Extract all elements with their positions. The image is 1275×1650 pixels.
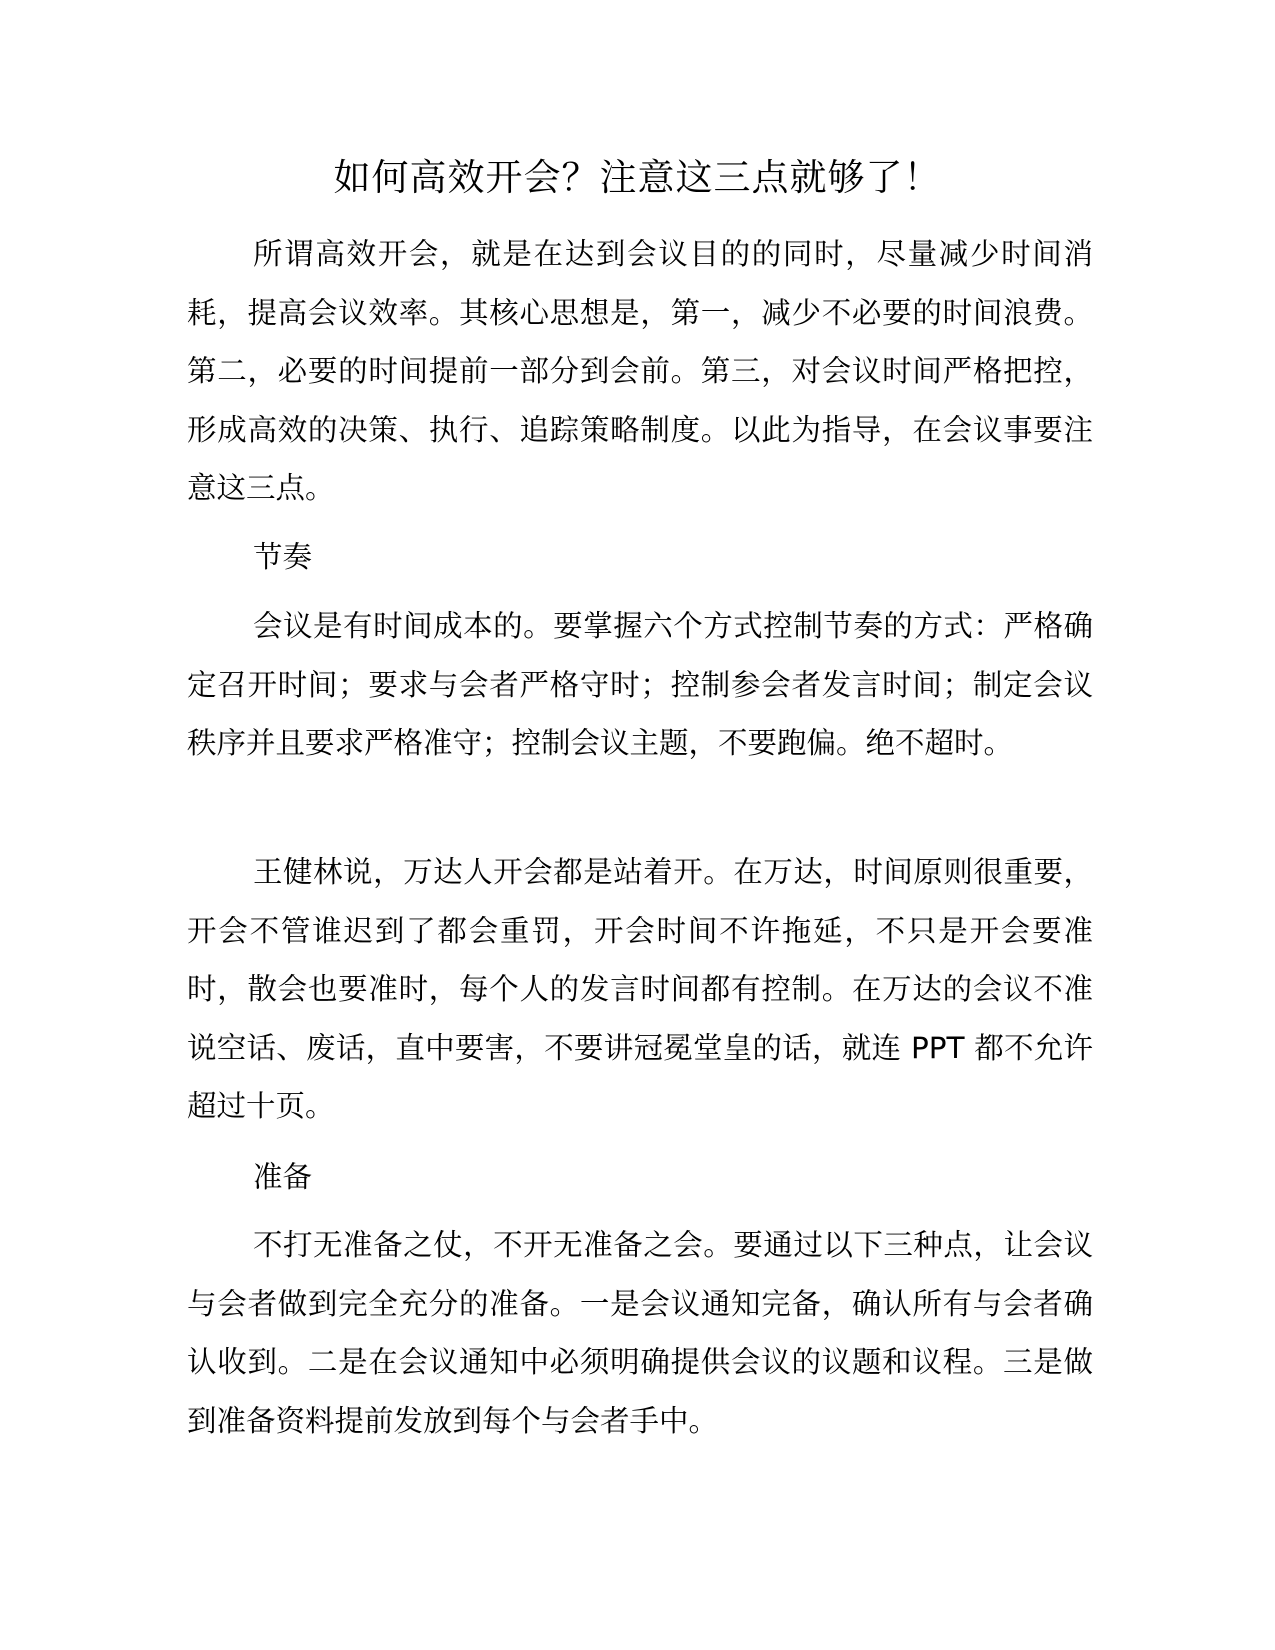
section-heading-rhythm: 节奏 xyxy=(253,540,313,574)
preparation-paragraph: 不打无准备之仗，不开无准备之会。要通过以下三种点，让会议与会者做到完全充分的准备。一是会议通知完备，确认所有与会者确认收到。二是在会议通知中必须明确提供会议的议题和议程。三是做到准备资料提前发放到每个与会者手中。 xyxy=(187,1228,1093,1438)
wanda-example-paragraph: 王健林说，万达人开会都是站着开。在万达，时间原则很重要，开会不管谁迟到了都会重罚，开会时间不许拖延，不只是开会要准时，散会也要准时，每个人的发言时间都有控制。在万达的会议不准说空话、废话，直中要害，不要讲冠冕堂皇的话，就连 PPT 都不允许超过十页。 xyxy=(187,855,1093,1124)
section-heading-preparation: 准备 xyxy=(253,1160,313,1194)
intro-paragraph: 所谓高效开会，就是在达到会议目的的同时，尽量减少时间消耗，提高会议效率。其核心思想是，第一，减少不必要的时间浪费。第二，必要的时间提前一部分到会前。第三，对会议时间严格把控，形成高效的决策、执行、追踪策略制度。以此为指导，在会议事要注意这三点。 xyxy=(187,237,1093,506)
rhythm-paragraph: 会议是有时间成本的。要掌握六个方式控制节奏的方式：严格确定召开时间；要求与会者严格守时；控制参会者发言时间；制定会议秩序并且要求严格准守；控制会议主题，不要跑偏。绝不超时。 xyxy=(187,609,1093,761)
document-title: 如何高效开会？注意这三点就够了！ xyxy=(333,156,942,199)
